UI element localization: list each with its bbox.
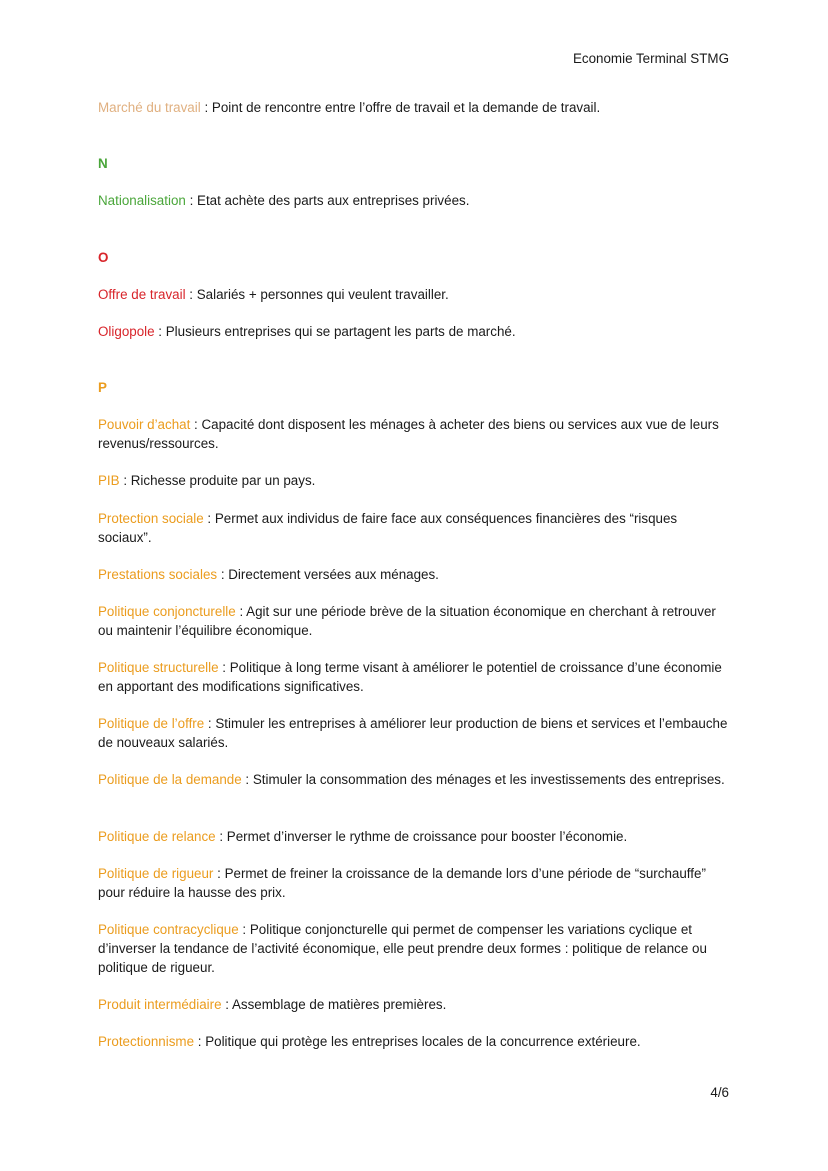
definition: Assemblage de matières premières. <box>231 997 447 1012</box>
glossary-entry-protectionnisme <box>98 1032 730 1051</box>
definition: Permet d’inverser le rythme de croissance pour booster l’économie. <box>226 829 628 844</box>
separator: : <box>238 922 250 937</box>
term: Nationalisation <box>98 193 186 208</box>
glossary-entry-politique-structurelle <box>98 658 730 696</box>
term: Pouvoir d’achat <box>98 417 191 432</box>
separator: : <box>215 829 227 844</box>
definition: Stimuler les entreprises à améliorer leur production de biens et services et l’embauche de nouveaux salariés. <box>98 716 728 750</box>
glossary-entry-marche-du-travail <box>98 98 730 117</box>
glossary-entry-politique-de-rigueur <box>98 864 730 902</box>
definition: Directement versées aux ménages. <box>228 567 439 582</box>
definition: Salariés + personnes qui veulent travailler. <box>196 287 449 302</box>
separator: : <box>119 473 131 488</box>
term: Politique de relance <box>98 829 216 844</box>
glossary-entry-produit-intermediaire <box>98 995 730 1014</box>
term: Politique structurelle <box>98 660 219 675</box>
glossary-entry-pouvoir-d-achat <box>98 415 730 453</box>
page-number: 4/6 <box>710 1085 729 1100</box>
definition: Politique à long terme visant à améliorer le potentiel de croissance d’une économie en apportant des modifications significatives. <box>98 660 722 694</box>
term: Politique contracyclique <box>98 922 239 937</box>
definition: Politique qui protège les entreprises locales de la concurrence extérieure. <box>205 1034 641 1049</box>
term: Politique conjoncturelle <box>98 604 236 619</box>
definition: Point de rencontre entre l’offre de travail et la demande de travail. <box>211 100 601 115</box>
term: Oligopole <box>98 324 155 339</box>
section-letter-n: N <box>98 156 108 171</box>
definition: Permet aux individus de faire face aux conséquences financières des “risques sociaux”. <box>98 511 678 545</box>
term: Protection sociale <box>98 511 204 526</box>
separator: : <box>241 772 253 787</box>
glossary-entry-protection-sociale <box>98 509 730 547</box>
definition: Plusieurs entreprises qui se partagent les parts de marché. <box>165 324 516 339</box>
term: Marché du travail <box>98 100 201 115</box>
definition: Richesse produite par un pays. <box>130 473 316 488</box>
separator: : <box>194 1034 206 1049</box>
separator: : <box>185 193 198 208</box>
separator: : <box>218 660 230 675</box>
definition: Etat achète des parts aux entreprises privées. <box>197 193 470 208</box>
glossary-entry-politique-conjoncturelle <box>98 602 730 640</box>
glossary-entry-politique-contracyclique <box>98 920 730 977</box>
definition: Stimuler la consommation des ménages et les investissements des entreprises. <box>252 772 725 787</box>
term: Prestations sociales <box>98 567 218 582</box>
definition: Agit sur une période brève de la situation économique en cherchant à retrouver ou maintenir l’équilibre économique. <box>98 604 716 638</box>
section-letter-p: P <box>98 380 107 395</box>
glossary-entry-pib <box>98 471 730 490</box>
term: Protectionnisme <box>98 1034 195 1049</box>
section-letter-o: O <box>98 250 109 265</box>
glossary-entry-oligopole <box>98 322 730 341</box>
glossary-entry-politique-de-relance <box>98 827 730 846</box>
definition: Permet de freiner la croissance de la demande lors d’une période de “surchauffe” pour réduire la hausse des prix. <box>98 866 706 900</box>
separator: : <box>204 716 216 731</box>
separator: : <box>154 324 166 339</box>
separator: : <box>203 511 215 526</box>
term: Politique de la demande <box>98 772 242 787</box>
separator: : <box>235 604 247 619</box>
separator: : <box>217 567 229 582</box>
page-header-title: Economie Terminal STMG <box>572 51 729 66</box>
separator: : <box>221 997 232 1012</box>
term: PIB <box>98 473 120 488</box>
separator: : <box>213 866 225 881</box>
term: Politique de rigueur <box>98 866 214 881</box>
term: Produit intermédiaire <box>98 997 222 1012</box>
glossary-entry-prestations-sociales <box>98 565 730 584</box>
separator: : <box>185 287 197 302</box>
glossary-entry-politique-de-l-offre <box>98 714 730 752</box>
definition: Politique conjoncturelle qui permet de compenser les variations cyclique et d’inverser la tendance de l’activité économique, elle peut prendre deux formes : politique de relance ou politique de rigueur. <box>98 922 707 975</box>
separator: : <box>200 100 212 115</box>
glossary-entry-offre-de-travail <box>98 285 730 304</box>
term: Politique de l’offre <box>98 716 205 731</box>
term: Offre de travail <box>98 287 186 302</box>
separator: : <box>190 417 202 432</box>
definition: Capacité dont disposent les ménages à acheter des biens ou services aux vue de leurs revenus/ressources. <box>98 417 719 451</box>
glossary-entry-nationalisation <box>98 191 730 210</box>
glossary-entry-politique-de-la-demande <box>98 770 730 789</box>
